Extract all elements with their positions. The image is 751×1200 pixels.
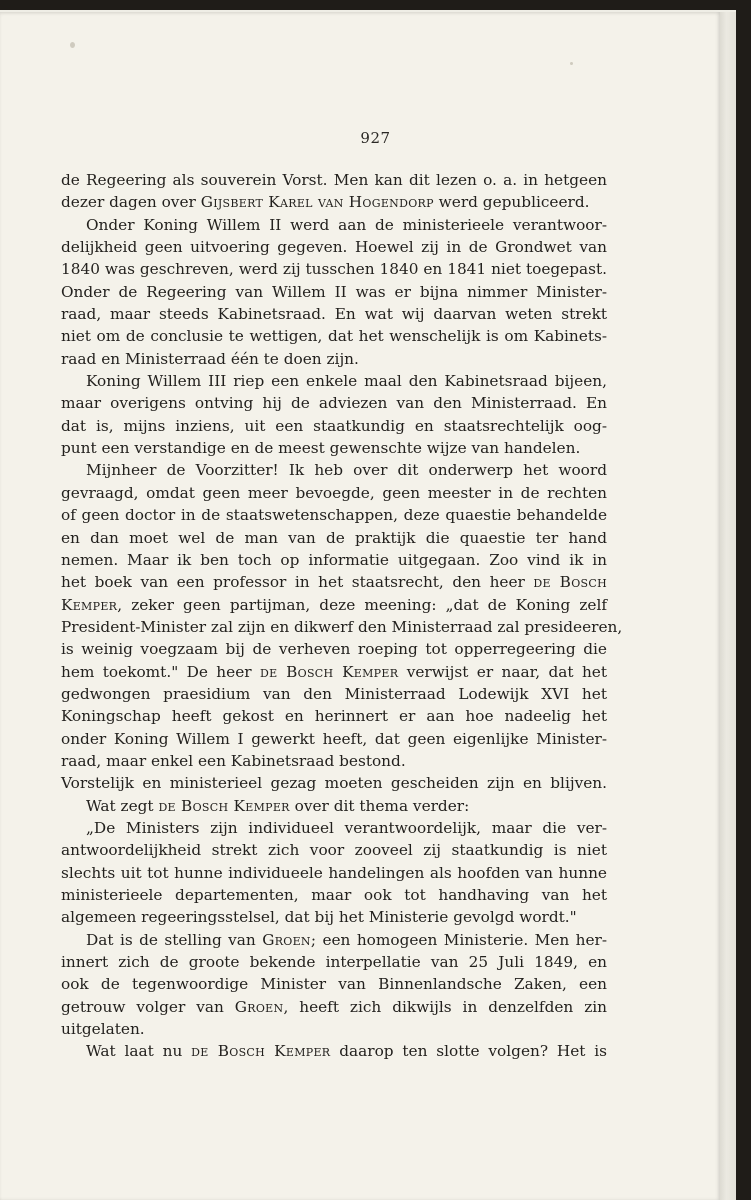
text-line (61, 728, 607, 750)
small-caps-name: Kemper (61, 595, 118, 614)
text-line (61, 862, 607, 884)
text-line (61, 348, 607, 370)
text-run: , zeker geen partijman, deze meening: „dat de Koning zelf (117, 595, 607, 614)
text-run: , heeft zich dikwijls in denzelfden zin (283, 997, 607, 1016)
text-run: Dat is de stelling van (86, 930, 263, 949)
text-run: raad, maar enkel een Kabinetsraad bestond. (61, 751, 406, 770)
text-line (61, 929, 607, 951)
text-run: gevraagd, omdat geen meer bevoegde, geen meester in de rechten (61, 483, 607, 502)
text-line (61, 459, 607, 481)
small-caps-name: Groen (234, 997, 284, 1016)
text-line (61, 437, 607, 459)
text-line (61, 616, 623, 638)
text-line (61, 1018, 607, 1040)
small-caps-name: de Bosch Kemper (259, 662, 399, 681)
text-line (61, 951, 607, 973)
text-run: over dit thema verder: (289, 796, 470, 815)
text-run: Wat laat nu (86, 1042, 192, 1061)
text-run: slechts uit tot hunne individueele handelingen als hoofden van hunne (61, 863, 607, 882)
text-line (61, 661, 607, 683)
text-line (61, 705, 607, 727)
text-run: Vorstelijk en ministerieel gezag moeten gescheiden zijn en blijven. (61, 774, 607, 793)
text-run: de Regeering als souverein Vorst. Men kan dit lezen o. a. in hetgeen (61, 171, 607, 189)
text-run: dat is, mijns inziens, uit een staatkundig en staatsrechtelijk oog- (61, 416, 607, 435)
text-run: 1840 was geschreven, werd zij tusschen 1840 en 1841 niet toegepast. (61, 260, 607, 279)
paper-speck (570, 62, 573, 65)
text-line (61, 504, 607, 526)
text-run: daarop ten slotte volgen? Het is (330, 1042, 607, 1061)
small-caps-name: de Bosch Kemper (191, 1042, 331, 1061)
text-line (61, 683, 607, 705)
text-run: werd gepubliceerd. (433, 193, 590, 212)
text-run: punt een verstandige en de meest gewenschte wijze van handelen. (61, 439, 581, 458)
text-run: „De Ministers zijn individueel verantwoordelijk, maar die ver- (86, 818, 607, 837)
text-run: verwijst er naar, dat het (398, 662, 608, 681)
paper-speck (70, 42, 75, 48)
text-run: en dan moet wel de man van de praktijk die quaestie ter hand (61, 528, 607, 547)
text-run: is weinig voegzaam bij de verheven roeping tot opperregeering die (61, 640, 607, 659)
text-line (61, 392, 607, 414)
small-caps-name: Groen (262, 930, 311, 949)
text-line (61, 973, 607, 995)
small-caps-name: Gijsbert Karel van Hogendorp (200, 193, 434, 212)
text-run: gedwongen praesidium van den Ministerraad Lodewijk XVI het (61, 684, 607, 703)
text-line (61, 415, 607, 437)
text-line (61, 772, 607, 794)
text-line (61, 214, 607, 236)
text-run: ministerieele departementen, maar ook tot handhaving van het (61, 886, 607, 904)
text-run: dezer dagen over (61, 193, 201, 212)
page-edge (720, 12, 736, 1200)
text-line (61, 258, 607, 280)
text-run: maar overigens ontving hij de adviezen van den Ministerraad. En (61, 394, 607, 413)
text-line (61, 236, 607, 258)
text-run: Onder de Regeering van Willem II was er bijna nimmer Minister- (61, 282, 607, 301)
small-caps-name: de Bosch (533, 573, 607, 592)
text-run: Onder Koning Willem II werd aan de ministerieele verantwoor- (86, 215, 607, 234)
text-line (61, 594, 607, 616)
text-line (61, 549, 607, 571)
body-text (61, 169, 623, 1063)
text-run: Koningschap heeft gekost en herinnert er aan hoe nadeelig het (61, 707, 607, 726)
text-run: Mijnheer de Voorzitter! Ik heb over dit onderwerp het woord (86, 461, 607, 480)
text-run: of geen doctor in de staatswetenschappen, deze quaestie behandelde (61, 506, 607, 525)
text-run: niet om de conclusie te wettigen, dat het wenschelijk is om Kabinets- (61, 327, 607, 346)
text-run: algemeen regeeringsstelsel, dat bij het Ministerie gevolgd wordt." (61, 908, 577, 927)
text-run: Koning Willem III riep een enkele maal den Kabinetsraad bijeen, (86, 372, 607, 391)
text-run: Wat zegt (86, 796, 159, 815)
text-line (61, 571, 607, 593)
text-run: delijkheid geen uitvoering gegeven. Hoewel zij in de Grondwet van (61, 238, 607, 257)
text-line (61, 169, 607, 191)
text-run: ook de tegenwoordige Minister van Binnenlandsche Zaken, een (61, 975, 607, 994)
text-line (61, 482, 607, 504)
text-line (61, 281, 607, 303)
text-run: hem toekomt." De heer (61, 662, 260, 681)
text-run: onder Koning Willem I gewerkt heeft, dat geen eigenlijke Minister- (61, 729, 607, 748)
text-line (61, 817, 607, 839)
text-line (61, 370, 607, 392)
text-run: antwoordelijkheid strekt zich voor zooveel zij staatkundig is niet (61, 841, 607, 860)
small-caps-name: de Bosch Kemper (158, 796, 290, 815)
page-number: 927 (360, 129, 391, 147)
text-line (61, 839, 607, 861)
text-line (61, 191, 607, 213)
text-line (61, 527, 607, 549)
text-run: ; een homogeen Ministerie. Men her- (310, 930, 608, 949)
text-run: raad, maar steeds Kabinetsraad. En wat wij daarvan weten strekt (61, 305, 607, 324)
text-line (61, 303, 607, 325)
text-run: innert zich de groote bekende interpellatie van 25 Juli 1849, en (61, 953, 607, 972)
text-line (61, 906, 607, 928)
text-run: uitgelaten. (61, 1020, 145, 1039)
text-run: het boek van een professor in het staatsrecht, den heer (61, 573, 534, 592)
text-line (61, 996, 607, 1018)
text-line (61, 638, 607, 660)
text-run: President-Minister zal zijn en dikwerf den Ministerraad zal presideeren, (61, 617, 623, 636)
text-line (61, 325, 607, 347)
text-run: raad en Ministerraad één te doen zijn. (61, 349, 359, 368)
text-line (61, 750, 607, 772)
text-run: nemen. Maar ik ben toch op informatie uitgegaan. Zoo vind ik in (61, 550, 607, 569)
text-line (61, 1040, 607, 1062)
text-line (61, 795, 607, 817)
text-line (61, 884, 607, 906)
text-run: getrouw volger van (61, 997, 235, 1016)
